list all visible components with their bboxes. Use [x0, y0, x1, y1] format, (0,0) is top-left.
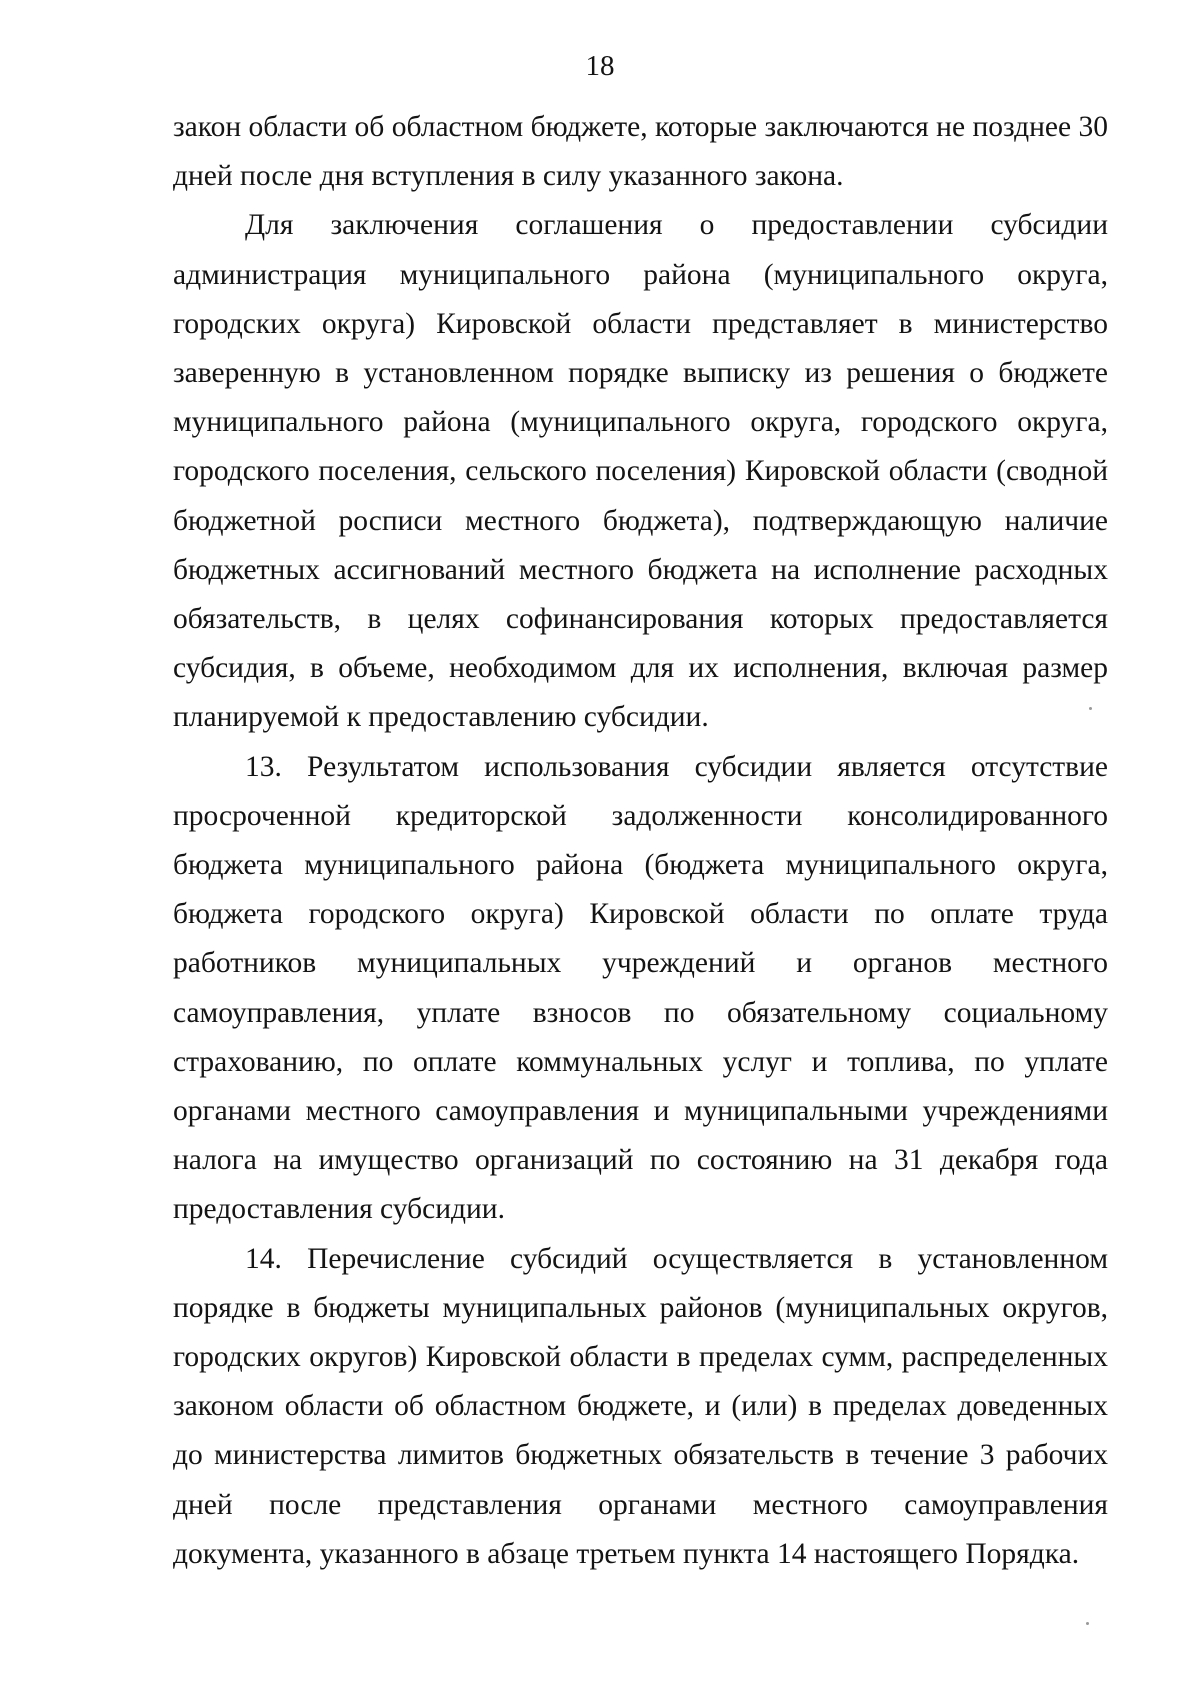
- paragraph-item-14: 14. Перечисление субсидий осуществляется в установленном порядке в бюджеты муниципальных районов (муниципальных округов, городских округов) Кировской области в пределах сумм, распределенных законом области об областном бюджете, и (или) в пределах доведенных до министерства лимитов бюджетных обязательств в течение 3 рабочих дней после представления органами местного самоуправления документа, указанного в абзаце третьем пункта 14 настоящего Порядка.: [173, 1242, 1108, 1570]
- scan-speck: [1086, 1622, 1089, 1625]
- page-number: 18: [585, 50, 615, 82]
- paragraph-agreement-documents: Для заключения соглашения о предоставлении субсидии администрация муниципального района (муниципального округа, городских округа) Кировской области представляет в министерство заверенную в установленном порядке выписку из решения о бюджете муниципального района (муниципального округа, городского округа, городского поселения, сельского поселения) Кировской области (сводной бюджетной росписи местного бюджета), подтверждающую наличие бюджетных ассигнований местного бюджета на исполнение расходных обязательств, в целях софинансирования которых предоставляется субсидия, в объеме, необходимом для их исполнения, включая размер планируемой к предоставлению субсидии.: [173, 209, 1108, 734]
- paragraph-continuation: закон области об областном бюджете, которые заключаются не позднее 30 дней после дня вступления в силу указанного закона.: [173, 111, 1108, 193]
- paragraph-item-13: 13. Результатом использования субсидии является отсутствие просроченной кредиторской задолженности консолидированного бюджета муниципального района (бюджета муниципального округа, бюджета городского округа) Кировской области по оплате труда работников муниципальных учреждений и органов местного самоуправления, уплате взносов по обязательному социальному страхованию, по оплате коммунальных услуг и топлива, по уплате органами местного самоуправления и муниципальными учреждениями налога на имущество организаций по состоянию на 31 декабря года предоставления субсидии.: [173, 750, 1108, 1226]
- scan-speck: [1089, 707, 1092, 710]
- document-body: [173, 103, 1108, 1579]
